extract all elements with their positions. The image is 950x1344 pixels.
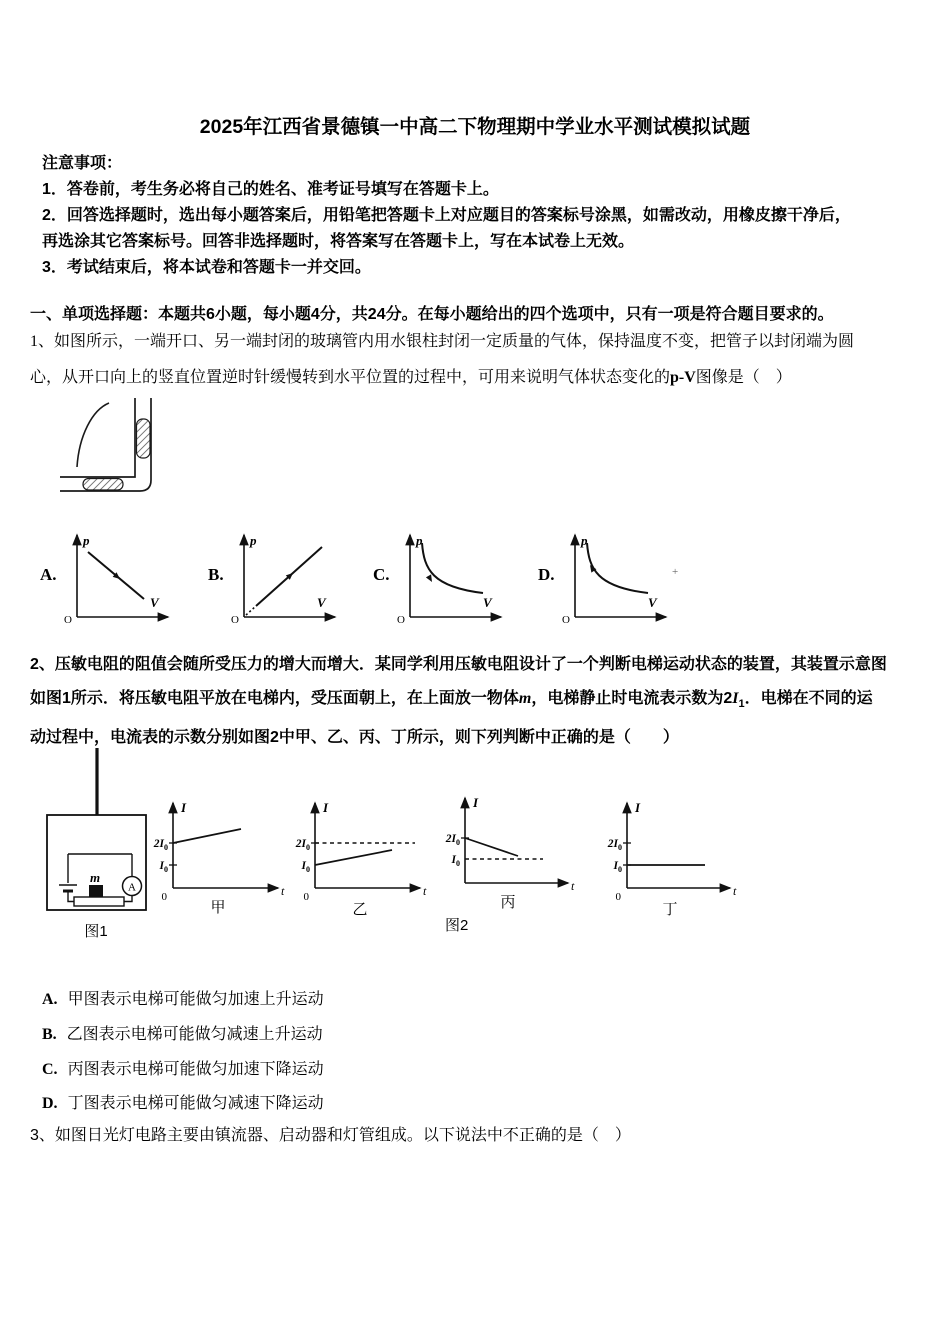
question-1-tail: 图像是（ ）	[695, 369, 792, 386]
axis-label-v: V	[149, 595, 159, 610]
axis-label-v: V	[316, 595, 326, 610]
axis-I: I	[181, 800, 187, 815]
axis-origin: O	[63, 614, 72, 623]
q1-option-graphs	[0, 527, 950, 627]
axis-t: t	[571, 879, 575, 893]
tick-I0: $I_0$	[613, 860, 622, 874]
question-2-text2: ，电梯静止时电流表示数为2	[531, 690, 733, 707]
q2-option-b-text: 乙图表示电梯可能做匀减速上升运动	[66, 1026, 323, 1043]
q1-option-c-label: C.	[373, 565, 390, 584]
fig2-caption: 图2	[445, 917, 469, 934]
q2-option-c	[42, 1056, 324, 1079]
origin-0: 0	[615, 891, 621, 903]
notes-header: 注意事项：	[42, 155, 123, 172]
axis-label-p: p	[82, 533, 90, 548]
q1-option-c	[373, 527, 510, 623]
tick-2I0: $2I_0$	[607, 838, 622, 852]
q1-option-d	[538, 527, 675, 623]
stray-plus-mark: +	[672, 566, 679, 578]
q1-option-a-label: A.	[40, 565, 57, 584]
q2-option-a-label: A.	[42, 991, 58, 1008]
q2-option-b	[42, 1021, 323, 1044]
caption-jia: 甲	[210, 899, 226, 916]
tick-I0: $I_0$	[159, 860, 168, 874]
direction-arrow	[425, 574, 431, 582]
axis-origin: O	[561, 614, 570, 623]
var-I-sub: 1	[738, 698, 745, 711]
axis-t: t	[733, 884, 737, 898]
axis-origin: O	[230, 614, 239, 623]
graph-jia	[153, 800, 285, 916]
axis-t: t	[423, 884, 427, 898]
elevator-schematic	[47, 748, 146, 940]
question-2	[30, 648, 888, 755]
note-3: 3．考试结束后，将本试卷和答题卡一并交回。	[42, 259, 371, 276]
caption-ding: 丁	[662, 901, 678, 918]
pv-graph-b	[229, 527, 344, 623]
axis-origin: O	[396, 614, 405, 623]
var-I: I	[732, 690, 739, 707]
figure-q2-row	[40, 746, 740, 944]
caption-bing: 丙	[500, 894, 516, 911]
graph-yi	[295, 800, 427, 918]
origin-0: 0	[161, 891, 167, 903]
axis-label-v: V	[482, 595, 492, 610]
pv-graph-d	[560, 527, 675, 623]
q2-option-c-label: C.	[42, 1061, 58, 1078]
page-title: 2025年江西省景德镇一中高二下物理期中学业水平测试模拟试题	[199, 116, 751, 138]
q2-option-d	[42, 1090, 324, 1113]
question-2-text3: ．电梯在不同的运动过程中，电流表的示数分别如图2中甲、乙、丙、丁所示，则下列判断中正确的是（ ）	[30, 690, 873, 747]
axis-label-p: p	[415, 533, 423, 548]
question-2-text: 2、压敏电阻的阻值会随所受压力的增大而增大．某同学利用压敏电阻设计了一个判断电梯运动状态的装置，其装置示意图如图1所示．将压敏电阻平放在电梯内，受压面朝上，在上面放一物体	[30, 656, 887, 707]
fig1-caption: 图1	[84, 923, 108, 940]
pressure-resistor	[74, 897, 124, 906]
q2-option-a	[42, 986, 324, 1009]
pv-bold: p-V	[670, 369, 696, 386]
question-3: 3、如图日光灯电路主要由镇流器、启动器和灯管组成。以下说法中不正确的是（ ）	[30, 1127, 631, 1144]
var-m: m	[518, 690, 532, 707]
rotation-arc	[77, 403, 109, 467]
question-1	[30, 324, 862, 396]
tick-2I0: $2I_0$	[445, 833, 460, 847]
pv-graph-c	[395, 527, 510, 623]
tick-I0: $I_0$	[301, 860, 310, 874]
caption-yi: 乙	[352, 901, 368, 918]
mass-label: m	[90, 870, 101, 885]
q2-option-d-text: 丁图表示电梯可能做匀减速下降运动	[67, 1095, 324, 1112]
mercury-column-vertical	[137, 419, 151, 458]
tick-2I0: $2I_0$	[153, 838, 168, 852]
question-1-text: 1、如图所示，一端开口、另一端封闭的玻璃管内用水银柱封闭一定质量的气体，保持温度不变，把管子以封闭端为圆心，从开口向上的竖直位置逆时针缓慢转到水平位置的过程中，可用来说明气体状态变化的	[30, 333, 855, 386]
axis-label-p: p	[249, 533, 257, 548]
tick-I0: $I_0$	[451, 854, 460, 868]
q1-option-a	[40, 527, 177, 623]
q1-option-b-label: B.	[208, 565, 224, 584]
q2-option-d-label: D.	[42, 1095, 58, 1112]
figure-glass-tube	[56, 392, 266, 514]
mercury-column-horizontal	[83, 479, 123, 491]
axis-I: I	[473, 795, 479, 810]
axis-label-p: p	[580, 533, 588, 548]
q2-option-c-text: 丙图表示电梯可能做匀加速下降运动	[67, 1061, 324, 1078]
mass-block	[89, 885, 103, 897]
origin-0: 0	[303, 891, 309, 903]
q2-option-a-text: 甲图表示电梯可能做匀加速上升运动	[67, 991, 324, 1008]
q1-option-d-label: D.	[538, 565, 555, 584]
axis-t: t	[281, 884, 285, 898]
axis-I: I	[635, 800, 641, 815]
ammeter-label: A	[128, 881, 136, 894]
tick-2I0: $2I_0$	[295, 838, 310, 852]
q1-option-b	[208, 527, 344, 623]
axis-I: I	[323, 800, 329, 815]
note-2: 2．回答选择题时，选出每小题答案后，用铅笔把答题卡上对应题目的答案标号涂黑，如需改动，用橡皮擦干净后，再选涂其它答案标号。回答非选择题时，将答案写在答题卡上，写在本试卷上无效。	[42, 207, 851, 250]
pv-graph-a	[62, 527, 177, 623]
graph-bing	[445, 795, 575, 911]
graph-ding	[607, 800, 737, 918]
section-1-header: 一、单项选择题：本题共6小题，每小题4分，共24分。在每小题给出的四个选项中，只有一项是符合题目要求的。	[30, 306, 834, 323]
axis-label-v: V	[647, 595, 657, 610]
note-1: 1．答卷前，考生务必将自己的姓名、准考证号填写在答题卡上。	[42, 181, 499, 198]
q2-option-b-label: B.	[42, 1026, 57, 1043]
